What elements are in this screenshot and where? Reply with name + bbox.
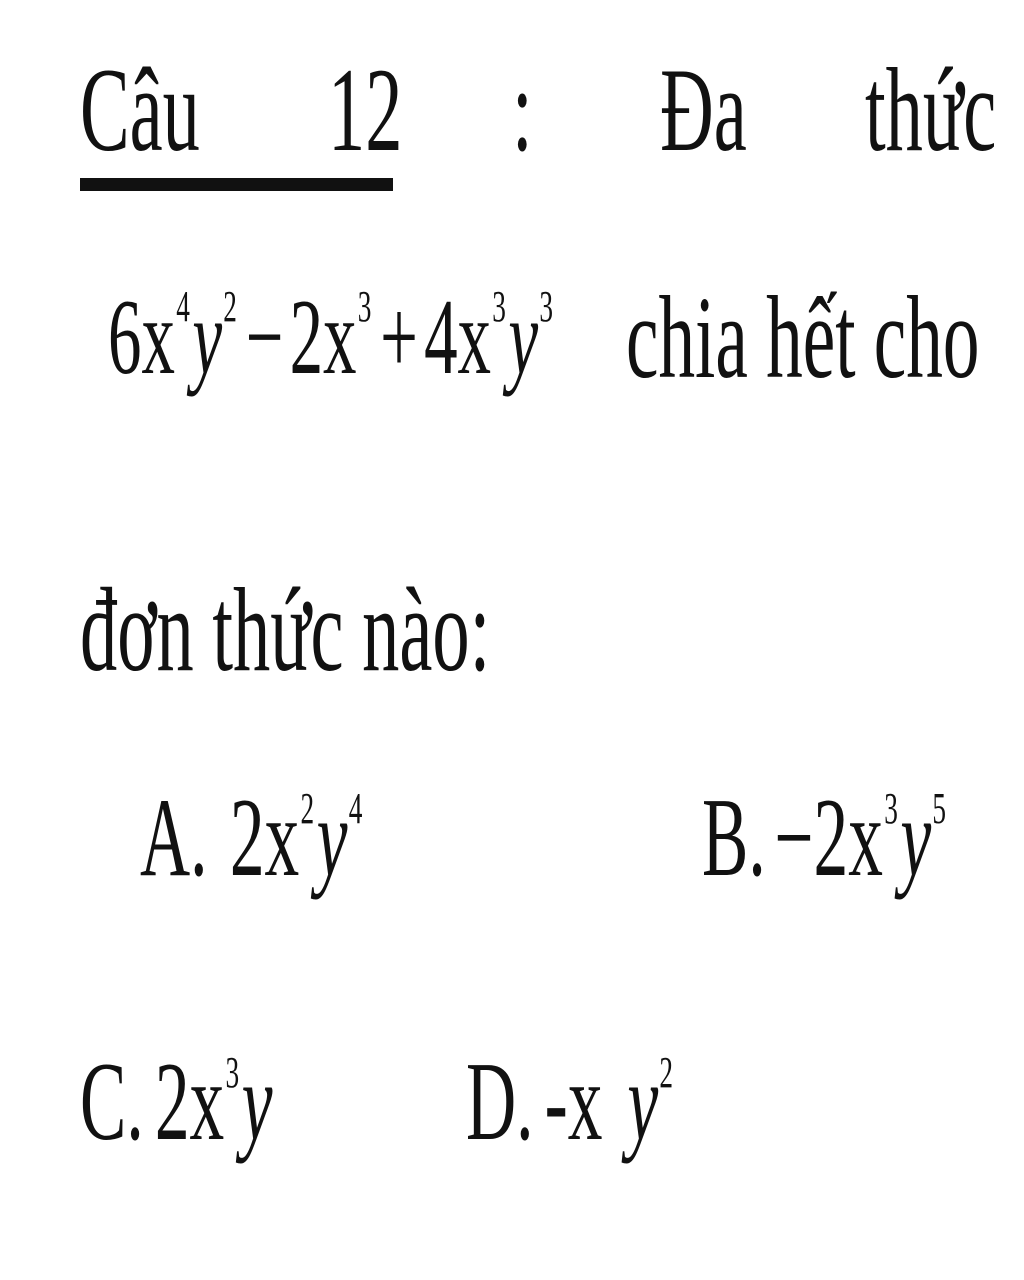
option-a-label: A.	[140, 776, 208, 900]
option-b-y: y	[900, 776, 932, 900]
polynomial-math	[108, 268, 555, 429]
question-heading	[80, 40, 997, 180]
term3-x-exponent: 3	[492, 282, 506, 331]
question-line3	[80, 560, 742, 700]
option-c[interactable]	[80, 1032, 390, 1195]
question-number: 12	[328, 43, 403, 176]
heading-underline	[80, 178, 393, 191]
operator-minus: −	[245, 278, 284, 397]
option-c-y: y	[241, 1040, 273, 1164]
question-label: Câu	[80, 43, 200, 176]
question-colon: :	[512, 43, 533, 176]
option-c-label: C.	[80, 1040, 144, 1164]
option-c-coef: 2x	[154, 1040, 225, 1164]
option-d-coef: -x	[544, 1040, 603, 1164]
option-d-y-exponent: 2	[659, 1048, 674, 1097]
term3-y: y	[508, 278, 539, 397]
term1-y-exponent: 2	[223, 282, 237, 331]
option-d-label: D.	[466, 1040, 534, 1164]
option-b-coef: −2x	[774, 776, 883, 900]
term1-coef: 6x	[108, 278, 175, 397]
option-a-y-exponent: 4	[348, 784, 363, 833]
heading-word-thuc: thức	[865, 43, 997, 176]
option-a-y: y	[316, 776, 348, 900]
term1-y: y	[192, 278, 223, 397]
line3-text: đơn thức nào:	[80, 563, 491, 696]
option-b-label: B.	[702, 776, 766, 900]
option-d[interactable]	[466, 1032, 804, 1195]
option-b-x-exponent: 3	[884, 784, 898, 833]
term2-x-exponent: 3	[357, 282, 372, 331]
option-b-y-exponent: 5	[932, 784, 947, 833]
operator-plus: +	[380, 278, 418, 397]
heading-word-da: Đa	[660, 43, 747, 176]
option-c-x-exponent: 3	[225, 1048, 240, 1097]
term2-coef: 2x	[289, 278, 357, 397]
term1-x-exponent: 4	[176, 282, 190, 331]
tail-text: chia hết cho	[626, 272, 980, 403]
option-a[interactable]	[140, 768, 503, 931]
term3-y-exponent: 3	[539, 282, 553, 331]
option-a-coef: 2x	[229, 776, 300, 900]
term3-coef: 4x	[424, 278, 492, 397]
question-tail-text	[626, 268, 1024, 408]
option-d-y: y	[627, 1040, 659, 1164]
option-b[interactable]	[702, 768, 1024, 931]
option-a-x-exponent: 2	[300, 784, 315, 833]
